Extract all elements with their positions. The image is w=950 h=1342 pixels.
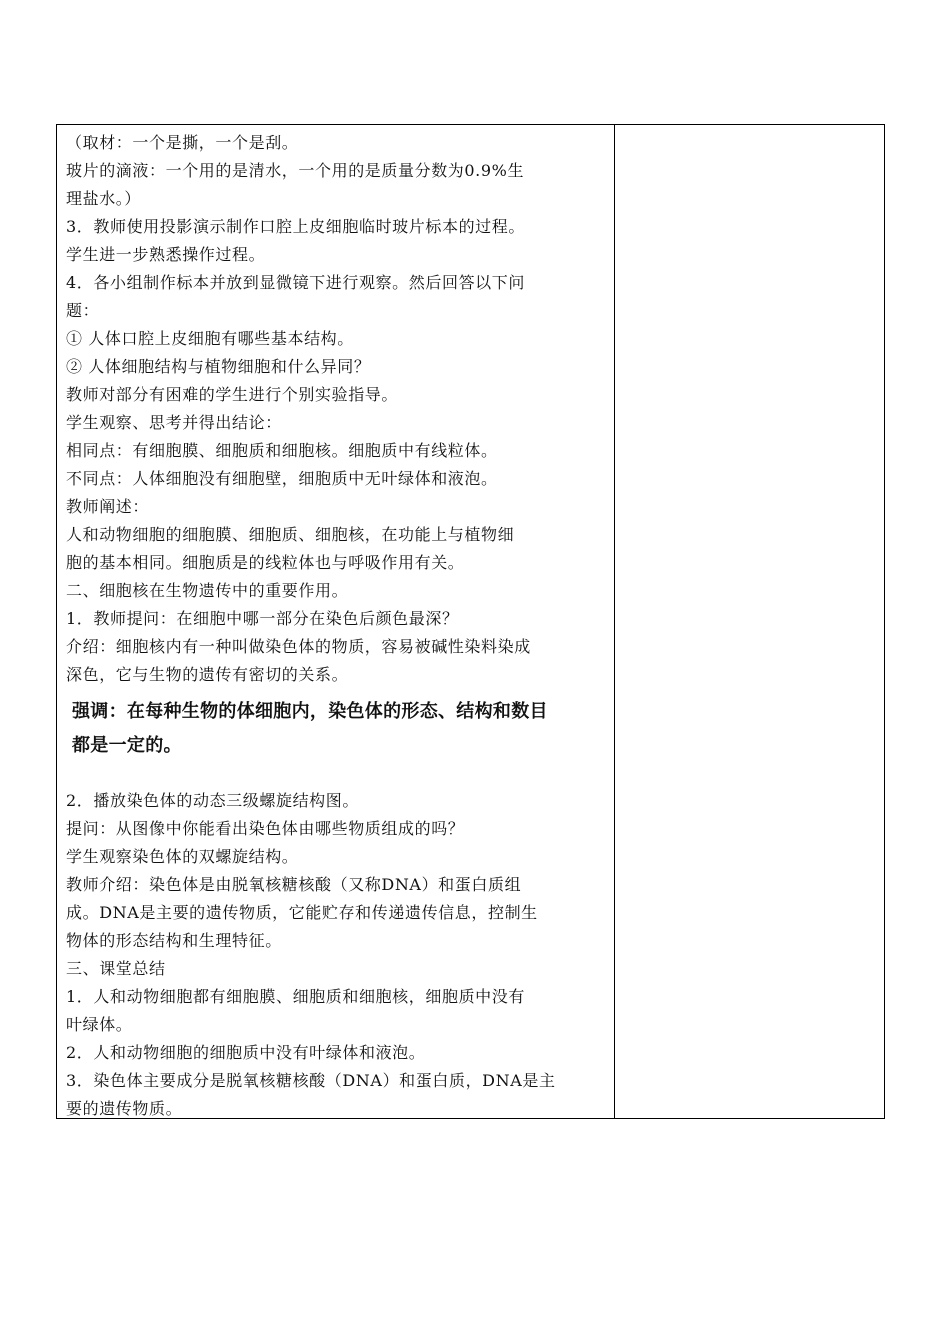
text-line: 要的遗传物质。 [66, 1099, 183, 1118]
lesson-text-part2 [66, 787, 608, 1123]
text-line: 1．教师提问：在细胞中哪一部分在染色后颜色最深？ [66, 609, 459, 628]
text-line: 学生进一步熟悉操作过程。 [66, 245, 266, 264]
lesson-table [56, 124, 885, 1119]
notes-cell [615, 125, 884, 1118]
emphasis-block [66, 695, 608, 763]
text-line: 物体的形态结构和生理特征。 [66, 931, 282, 950]
text-line: 4．各小组制作标本并放到显微镜下进行观察。然后回答以下问 [66, 273, 525, 292]
text-line: 2．人和动物细胞的细胞质中没有叶绿体和液泡。 [66, 1043, 426, 1062]
spacer [66, 763, 608, 787]
text-line: 不同点：人体细胞没有细胞壁，细胞质中无叶绿体和液泡。 [66, 469, 498, 488]
text-line: 人和动物细胞的细胞膜、细胞质、细胞核，在功能上与植物细 [66, 525, 515, 544]
text-line: 强调：在每种生物的体细胞内，染色体的形态、结构和数目 [72, 701, 548, 722]
text-line: 学生观察染色体的双螺旋结构。 [66, 847, 299, 866]
text-line: 介绍：细胞核内有一种叫做染色体的物质，容易被碱性染料染成 [66, 637, 531, 656]
text-line: 教师对部分有困难的学生进行个别实验指导。 [66, 385, 399, 404]
text-line: 教师介绍：染色体是由脱氧核糖核酸（又称DNA）和蛋白质组 [66, 875, 522, 894]
text-line: 深色，它与生物的遗传有密切的关系。 [66, 665, 349, 684]
text-line: 教师阐述： [66, 497, 150, 516]
text-line: 3．教师使用投影演示制作口腔上皮细胞临时玻片标本的过程。 [66, 217, 525, 236]
lesson-content-cell [57, 125, 615, 1118]
text-line: 都是一定的。 [72, 735, 182, 756]
text-line: 三、课堂总结 [66, 959, 166, 978]
text-line: ② 人体细胞结构与植物细胞和什么异同？ [66, 357, 371, 376]
text-line: 玻片的滴液：一个用的是清水，一个用的是质量分数为0.9%生 [66, 161, 525, 180]
text-line: （取材：一个是撕，一个是刮。 [66, 133, 299, 152]
text-line: 3．染色体主要成分是脱氧核糖核酸（DNA）和蛋白质，DNA是主 [66, 1071, 556, 1090]
lesson-text-part1 [66, 129, 608, 689]
text-line: 成。DNA是主要的遗传物质，它能贮存和传递遗传信息，控制生 [66, 903, 538, 922]
text-line: 叶绿体。 [66, 1015, 133, 1034]
text-line: 提问：从图像中你能看出染色体由哪些物质组成的吗？ [66, 819, 465, 838]
text-line: 2．播放染色体的动态三级螺旋结构图。 [66, 791, 359, 810]
text-line: 理盐水。） [66, 189, 142, 208]
text-line: 1．人和动物细胞都有细胞膜、细胞质和细胞核，细胞质中没有 [66, 987, 525, 1006]
text-line: 题： [66, 301, 100, 320]
text-line: 相同点：有细胞膜、细胞质和细胞核。细胞质中有线粒体。 [66, 441, 498, 460]
text-line: 学生观察、思考并得出结论： [66, 413, 282, 432]
text-line: 胞的基本相同。细胞质是的线粒体也与呼吸作用有关。 [66, 553, 465, 572]
text-line: 二、细胞核在生物遗传中的重要作用。 [66, 581, 349, 600]
text-line: ① 人体口腔上皮细胞有哪些基本结构。 [66, 329, 354, 348]
